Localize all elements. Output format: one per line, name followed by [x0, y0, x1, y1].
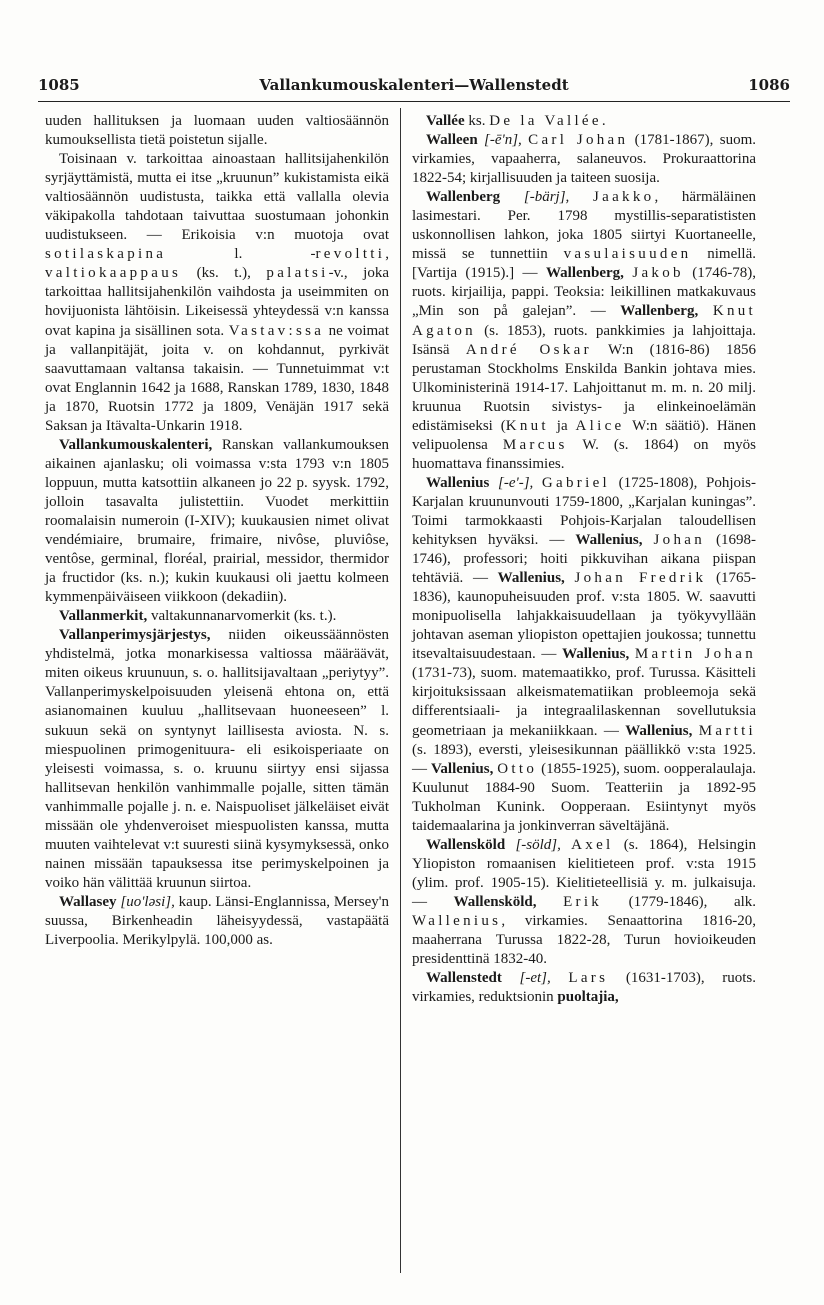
entry-text: Knut Agaton [412, 303, 757, 339]
entry-text: Gabriel [541, 474, 610, 491]
left-column [45, 112, 389, 950]
entry-text: sotilaskapina [45, 246, 167, 263]
page-number-left: 1085 [38, 76, 80, 94]
headword: Wallenius, [562, 646, 630, 663]
entry-text: [-e'-], [498, 474, 534, 491]
headword: Wallenius [426, 474, 490, 491]
entry-text [489, 475, 498, 491]
entry-text: kaup. Länsi-Englannissa, Mersey'n suussa, Birkenheadin läheisyydessä, vastapäätä Liverpoolia. Merikylpylä. 100,000 as. [45, 893, 390, 949]
entry-text: (1855-1925), suom. oopperalaulaja. Kuulunut 1884-90 Suom. Teatteriin ja 1892-95 Tukholman Kunink. Oopperaan. Esiintynyt myös taidemaalarina ja jonkinverran säveltäjänä. [412, 760, 757, 834]
entry-text: niiden oikeussäännösten yhdistelmä, jotka monarkisessa valtiossa määräävät, miten oikeus kruunuun, s. o. hallitsijavaltaan „periytyy”. Vallanperimyskelpoisuuden yleisenä ehtona on, että asianomainen kuuluu „hallitsevaan huoneeseen” l. sukuun sekä on syntynyt laillisesta aviosta. N. s. miespuolinen primogenituura- eli esikoisperiaate on yleisesti voimassa, s. o. kruunu siirtyy ensi sijassa hallitsevan henkilön vanhimmalle pojalle, sitten tämän vanhimmalle pojalle j. n. e. Naispuoliset jälkeläiset eivät missään ole yhdenveroiset miespuolisten kanssa, mutta muuten vaihtelevat v:t suuresti siinä kysymyksessä, onko nainen missään tapauksessa itse perimyskelpoinen ja voiko hän välittää kruunun siirtoa. [45, 627, 389, 891]
entry-paragraph [412, 188, 756, 474]
entry-text [500, 189, 524, 205]
entry-text: Martin Johan [634, 646, 756, 663]
headword: Vallanmerkit, [59, 608, 148, 625]
entry-text: (1781-1867), suom. virkamies, vapaaherra, salaneuvos. Prokuraattorina 1822-54; kirjallisuuden ja taiteen suosija. [412, 132, 756, 187]
entry-text [569, 189, 593, 205]
entry-text [505, 837, 515, 853]
headword: Vallankumouskalenteri, [59, 436, 213, 453]
right-column [412, 112, 756, 1007]
entry-text: [-et], [519, 970, 551, 987]
entry-paragraph [412, 112, 756, 131]
entry-text: (1731-73), suom. matemaatikko, prof. Turussa. Käsitteli kirjoituksissaan alkeismatematiikan probleemoja sekä differentsiaali- ja integraalilaskennan sovellutuksia geometriaan ja mekaniikkaan. — [412, 665, 756, 739]
entry-text: Erik [563, 893, 603, 910]
entry-text: (s. 1853), ruots. pankkimies ja lahjoittaja. Isänsä [412, 322, 756, 358]
entry-text: W:n säätiö). Hänen velipuolensa [412, 417, 756, 453]
entry-text: ne voimat ja vallanpitäjät, joita v. on kohdannut, pyrkivät saavuttamaan valtansa takaisin. — Tunnetuimmat v:t ovat Englannin 1642 ja 1688, Ranskan 1789, 1830, 1848 ja 1870, Ruotsin 1772 ja 1809, Venäjän 1917 sekä Saksan ja Itävalta-Unkarin 1918. [45, 322, 389, 434]
headword: Vallée [426, 113, 465, 129]
entry-text [698, 303, 713, 319]
entry-text: Knut [505, 417, 549, 434]
entry-text: , virkamies. Senaattorina 1816-20, maaherrana Turussa 1822-28, Turun hovioikeuden presidenttinä 1832-40. [412, 912, 756, 968]
entry-text: (s. 1893), eversti, yleisesikunnan päällikkö v:sta 1925. — [412, 741, 756, 777]
entry-text: Toisinaan v. tarkoittaa ainoastaan hallitsijahenkilön syrjäyttämistä, mutta ei itse „kruunun” kukistamista eikä valtiosäännön uudistusta, taikka että vallalla olevia väkipakolla tahdotaan taivuttaa suostumaan johonkin uudistukseen. — Erikoisia v:n muotoja ovat [45, 151, 389, 244]
entry-text: André Oskar [465, 341, 592, 358]
entry-text: Otto [497, 760, 538, 777]
entry-paragraph [412, 474, 756, 836]
headword: Wallenius, [497, 570, 565, 587]
entry-text: [-söld], [515, 836, 561, 853]
entry-text: Ranskan vallankumouksen aikainen ajanlasku; oli voimassa v:sta 1793 v:n 1805 loppuun, mutta katsottiin alkaneen jo 22 p. syysk. 1792, jolloin tasavalta julistettiin. Vuodet merkittiin roomalaisin numeroin (I-XIV); kuukausien nimet olivat vendémiaire, brumaire, frimaire, nivôse, pluviôse, ventôse, germinal, floréal, prairial, messidor, thermidor ja fructidor (ks. n.); kukin kuukausi oli jaettu kolmeen kymmenpäiväiseen viikkoon (dekadiin). [45, 436, 389, 606]
entry-text [561, 837, 571, 853]
headword: Wallasey [59, 893, 117, 910]
entry-text: Martti [698, 722, 757, 739]
headword: Wallensköld, [453, 893, 537, 910]
entry-text [533, 475, 542, 491]
entry-paragraph [45, 112, 389, 150]
entry-text: , härmäläinen lasimestari. Per. 1798 mystillis-separatististen uskonnollisen lahkon, joka 1805 siirtyi Kuortaneelle, missä se tunnettiin [412, 189, 756, 263]
entry-paragraph [45, 607, 389, 626]
entry-text: (1746-78), ruots. kirjailija, pappi. Teoksia: leikillinen matkakuvaus „Min son på galejan”. — [412, 265, 756, 320]
entry-paragraph [412, 969, 756, 1007]
entry-text: (s. 1864), Helsingin Yliopiston romaanisen kielitieteen prof. v:sta 1915 (ylim. prof. 1905-15). Kielitieteellisiä y. m. julkaisuja. — [412, 836, 756, 910]
column-divider [400, 108, 401, 1273]
headword: Vallanperimysjärjestys, [59, 627, 211, 644]
entry-text [565, 570, 575, 586]
entry-text: -v., joka tarkoittaa hallitsijahenkilön vaihdosta ja useimmiten on hovijuonista lähtöisin. Likeisessä yhteydessä v:n kanssa ovat kapina ja sisällinen sota. [45, 265, 389, 339]
entry-text: Jaakko [592, 189, 655, 206]
entry-text: [-ē'n], [484, 132, 522, 149]
entry-text: nimellä. [Vartija (1915).] — [412, 246, 756, 282]
entry-text: W. (s. 1864) on myös huomattava finanssimies. [412, 436, 756, 472]
entry-text: uuden hallituksen ja luomaan uuden valtiosäännön kumouksellista tietä poistetun sijalle. [45, 113, 389, 149]
entry-text: (1631-1703), ruots. virkamies, reduktsionin [412, 970, 756, 1006]
entry-text: De la Vallée [489, 113, 602, 129]
entry-paragraph [45, 893, 389, 950]
entry-text: Johan [653, 532, 706, 549]
headword: Wallenius, [575, 532, 643, 549]
entry-text [537, 894, 564, 910]
page-header [38, 76, 790, 100]
headword: Wallensköld [426, 836, 506, 853]
entry-text: Jakob [632, 265, 684, 282]
entry-paragraph [412, 836, 756, 969]
entry-text [502, 970, 520, 986]
entry-text: Marcus [502, 436, 568, 453]
headword: Wallenberg [426, 189, 501, 206]
headword: Walleen [426, 132, 478, 149]
entry-paragraph [45, 150, 389, 436]
entry-text: . [601, 113, 606, 129]
entry-text: (1765-1836), kaunopuheisuuden prof. v:sta 1805. W. saavutti monipuolisella lahjakkaisuudellaan ja työkyvyllään johtavan aseman yliopiston opettajien joukossa; tunnettu itsevaltaisuudestaan. — [412, 570, 756, 663]
entry-text: W:n (1816-86) 1856 perustaman Stockholms Enskilda Bankin johtava mies. Ulkoministerinä 1914-17. Lahjoittanut m. m. n. 20 milj. kruunua Ruotsin sivistys- ja elinkeinoelämän edistämiseksi ( [412, 341, 757, 434]
headword: Wallenstedt [426, 970, 502, 987]
entry-text: (ks. t.), [181, 265, 267, 282]
entry-text: Alice [575, 417, 625, 434]
entry-text: ks. [464, 113, 490, 129]
entry-text: [-bärj], [523, 189, 570, 206]
entry-text: Vastav:ssa [228, 322, 325, 339]
entry-text: valtiokaappaus [45, 265, 182, 282]
page-number-right: 1086 [748, 76, 790, 94]
entry-text: palatsi [266, 265, 329, 282]
entry-paragraph [45, 436, 389, 607]
entry-text: Wallenius [412, 912, 502, 929]
entry-text: Axel [571, 836, 614, 853]
entry-text: Carl Johan [528, 132, 629, 149]
entry-text: valtakunnanarvomerkit (ks. t.). [147, 608, 337, 625]
entry-text: l. - [166, 246, 316, 263]
entry-text: ja [548, 417, 576, 434]
entry-text [643, 532, 654, 548]
running-title: Vallankumouskalenteri—Wallenstedt [259, 76, 569, 94]
entry-text: , [385, 246, 389, 263]
header-rule [38, 101, 790, 102]
entry-text [551, 970, 569, 986]
headword: Wallenberg, [620, 303, 699, 320]
entry-text: (1698-1746), professori; hoiti pikkuvihan aikana piispan tehtäviä. — [412, 532, 757, 587]
entry-text: [uo'ləsi], [120, 893, 175, 910]
entry-text: Lars [568, 970, 609, 987]
entry-text: (1725-1808), Pohjois-Karjalan kruununvouti 1759-1800, „Karjalan kuningas”. Toimi tarmokkaasti Pohjois-Karjalan taloudellisen kehityksen hyväksi. — [412, 474, 757, 549]
entry-paragraph [45, 626, 389, 893]
headword: Wallenius, [625, 722, 693, 739]
entry-text: vasulaisuuden [563, 246, 692, 263]
headword: Vallenius, [430, 760, 494, 777]
headword: Wallenberg, [545, 265, 624, 282]
entry-text: (1779-1846), alk. [602, 893, 757, 910]
entry-paragraph [412, 131, 756, 188]
headword: puoltajia, [557, 989, 619, 1006]
entry-text: Johan Fredrik [574, 570, 707, 587]
entry-text: revoltti [315, 246, 386, 263]
